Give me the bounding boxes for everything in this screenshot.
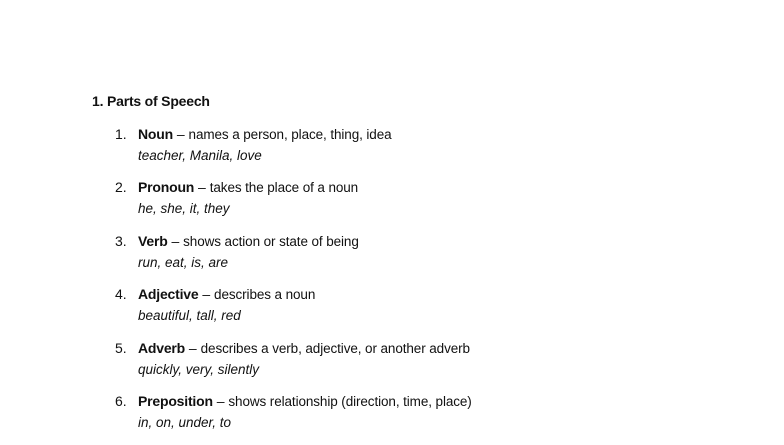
item-number: 3.: [115, 232, 127, 249]
item-line: [138, 232, 359, 251]
item-examples: he, she, it, they: [138, 201, 230, 217]
item-examples: run, eat, is, are: [138, 254, 229, 270]
item-definition: shows action or state of being: [183, 233, 359, 249]
item-separator: –: [167, 232, 184, 249]
item-examples: teacher, Manila, love: [138, 148, 262, 163]
item-separator: –: [212, 392, 229, 409]
item-separator: –: [185, 339, 201, 356]
item-number: 6.: [115, 392, 127, 409]
item-number: 2.: [115, 179, 127, 196]
item-line: [138, 392, 472, 411]
item-separator: –: [198, 286, 215, 303]
item-number: 1.: [115, 126, 127, 142]
item-term: Adjective: [138, 286, 199, 303]
item-term: Preposition: [138, 392, 213, 409]
item-line: [138, 339, 470, 358]
item-examples: in, on, under, to: [138, 414, 232, 430]
item-term: Pronoun: [138, 179, 195, 196]
item-separator: –: [172, 126, 189, 142]
item-term: Noun: [138, 126, 173, 142]
section-heading: 1. Parts of Speech: [92, 93, 210, 109]
item-definition: shows relationship (direction, time, place): [228, 393, 472, 409]
item-definition: names a person, place, thing, idea: [188, 127, 392, 142]
item-line: [138, 178, 358, 197]
item-line: [138, 125, 392, 144]
item-number: 4.: [115, 286, 127, 303]
item-definition: takes the place of a noun: [209, 180, 359, 196]
item-definition: describes a verb, adjective, or another adverb: [200, 340, 470, 356]
item-separator: –: [194, 179, 210, 196]
item-line: [138, 285, 315, 304]
item-number: 5.: [115, 339, 127, 356]
item-examples: beautiful, tall, red: [138, 308, 241, 324]
item-definition: describes a noun: [214, 287, 316, 303]
item-examples: quickly, very, silently: [138, 361, 260, 377]
item-term: Verb: [138, 232, 168, 249]
item-term: Adverb: [138, 339, 186, 356]
